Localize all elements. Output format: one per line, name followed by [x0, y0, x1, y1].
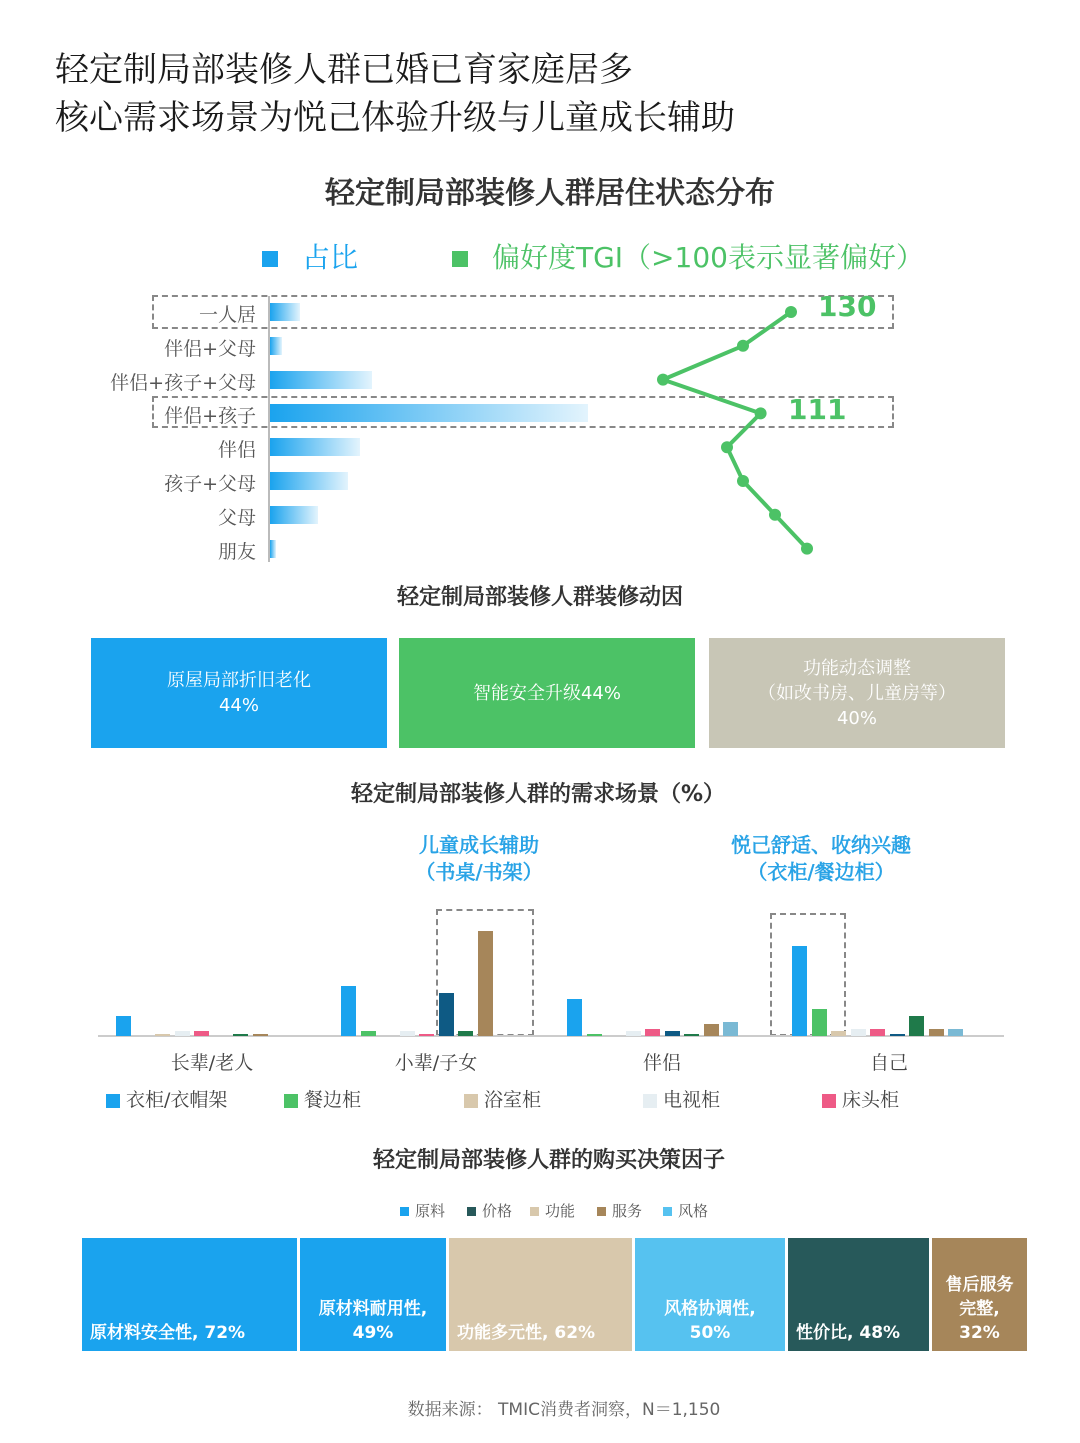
category-label: 一人居 [198, 304, 256, 326]
legend-share-label: 占比 [302, 241, 359, 274]
legend-sideboard-label: 餐边柜 [304, 1089, 362, 1111]
tgi-label-single: 130 [818, 290, 877, 323]
legend-sideboard-swatch [284, 1094, 298, 1108]
chart4-title: 轻定制局部装修人群的购买决策因子 [372, 1148, 726, 1173]
category-label: 孩子+父母 [164, 473, 256, 495]
tgi-label-couple-child: 111 [788, 393, 847, 426]
data-source: 数据来源： TMIC消费者洞察，N＝1,150 [407, 1400, 721, 1420]
legend4-function [530, 1200, 575, 1221]
tgi-point [657, 374, 669, 386]
factor-after-sales [932, 1238, 1027, 1351]
scenario-bar [626, 1031, 641, 1036]
scenario-bar [419, 1034, 434, 1036]
annotation-child-growth-line2: （书桌/书架） [415, 860, 543, 884]
scenario-bar [194, 1031, 209, 1036]
tgi-point [737, 340, 749, 352]
tgi-point [737, 475, 749, 487]
motive-aging-label: 原屋局部折旧老化 [167, 670, 311, 691]
legend-sideboard [284, 1085, 361, 1112]
annotation-self-comfort-line1: 悦己舒适、收纳兴趣 [731, 833, 911, 857]
scenario-bar [458, 1031, 473, 1036]
annotation-self-comfort-line2: （衣柜/餐边柜） [747, 860, 895, 884]
factor-value-label: 性价比, 48% [796, 1323, 901, 1343]
legend-wardrobe [106, 1085, 227, 1112]
legend4-price-swatch [467, 1207, 476, 1216]
scenario-bar [116, 1016, 131, 1036]
factor-material-safety-label: 原材料安全性, 72% [90, 1323, 246, 1343]
motive-box-smart [399, 638, 695, 748]
scenario-bar [233, 1034, 248, 1036]
legend4-service-swatch [597, 1207, 606, 1216]
category-label: 父母 [217, 506, 256, 529]
chart2-title: 轻定制局部装修人群装修动因 [396, 585, 684, 610]
factor-durability-value: 49% [352, 1323, 394, 1343]
motive-smart-label: 智能安全升级44% [472, 682, 621, 704]
legend-tv-swatch [643, 1094, 657, 1108]
factor-style-value: 50% [689, 1323, 731, 1343]
scenario-bar [812, 1009, 827, 1036]
scenario-bar [851, 1029, 866, 1036]
tgi-point [769, 509, 781, 521]
legend4-style [663, 1200, 708, 1221]
factor-material-safety [82, 1238, 297, 1351]
scenario-bar [155, 1034, 170, 1036]
legend4-service-label: 服务 [612, 1202, 643, 1220]
scenario-bar [361, 1031, 376, 1036]
scenario-bar [567, 999, 582, 1036]
factor-after-sales-value: 32% [959, 1323, 1000, 1343]
group-label-elders: 长辈/老人 [170, 1052, 254, 1074]
category-label: 伴侣+孩子 [164, 405, 256, 428]
motive-box-function [709, 638, 1005, 748]
legend-bathroom-label: 浴室柜 [484, 1089, 542, 1111]
motive-aging-value: 44% [218, 695, 259, 716]
scenario-bar [439, 993, 454, 1036]
scenario-bar [341, 986, 356, 1036]
legend-bedside-label: 床头柜 [842, 1089, 900, 1111]
tgi-polyline [663, 312, 807, 549]
scenario-bar [478, 931, 493, 1036]
motive-function-note: （如改书房、儿童房等） [758, 682, 956, 704]
scenario-bar [723, 1022, 738, 1036]
tgi-point [785, 306, 797, 318]
chart3-title: 轻定制局部装修人群的需求场景（%） [350, 782, 726, 807]
scenario-bar [645, 1029, 660, 1036]
highlight-wardrobe-sideboard [770, 913, 846, 1036]
legend-tv-label: 电视柜 [663, 1089, 721, 1111]
annotation-child-growth [415, 832, 542, 886]
chart1-tgi-line [0, 0, 1080, 600]
legend4-material [400, 1200, 445, 1221]
motive-function-value: 40% [836, 707, 877, 729]
scenario-bar [665, 1031, 680, 1036]
factor-style-label: 风格协调性, [664, 1299, 756, 1319]
factor-material-durability [300, 1238, 446, 1351]
scenario-bar [704, 1024, 719, 1036]
factor-style-harmony [635, 1238, 785, 1351]
legend-tgi-label: 偏好度TGI（>100表示显著偏好） [492, 241, 924, 274]
category-label: 伴侣 [217, 439, 256, 462]
legend4-material-swatch [400, 1207, 409, 1216]
scenario-bar [684, 1034, 699, 1036]
motive-function-label: 功能动态调整 [803, 657, 911, 679]
legend-bedside [822, 1085, 899, 1112]
factor-value-for-money [788, 1238, 929, 1351]
tgi-point [721, 441, 733, 453]
factor-durability-label: 原材料耐用性, [318, 1299, 428, 1319]
scenario-bar [587, 1034, 602, 1036]
factor-function-diversity [449, 1238, 632, 1351]
motive-box-aging [91, 638, 387, 748]
category-label: 伴侣+父母 [164, 337, 256, 360]
tgi-point [755, 407, 767, 419]
headline-line-1: 轻定制局部装修人群已婚已育家庭居多 [55, 50, 633, 90]
headline-line-2: 核心需求场景为悦己体验升级与儿童成长辅助 [55, 98, 735, 138]
legend-bathroom [464, 1085, 541, 1112]
scenario-bar [831, 1031, 846, 1036]
legend4-style-swatch [663, 1207, 672, 1216]
category-label: 朋友 [217, 540, 256, 563]
legend-wardrobe-label: 衣柜/衣帽架 [126, 1089, 228, 1111]
factor-function-label: 功能多元性, 62% [457, 1323, 596, 1343]
legend4-material-label: 原料 [415, 1202, 446, 1220]
scenario-bar [890, 1034, 905, 1036]
scenario-bar [929, 1029, 944, 1036]
group-label-children: 小辈/子女 [394, 1052, 478, 1074]
scenario-bar [400, 1031, 415, 1036]
legend4-service [597, 1200, 642, 1221]
chart1-title: 轻定制局部装修人群居住状态分布 [325, 176, 775, 211]
factor-after-sales-label2: 完整, [959, 1299, 1000, 1319]
legend4-style-label: 风格 [678, 1202, 709, 1220]
group-label-self: 自己 [869, 1052, 909, 1074]
group-label-partner: 伴侣 [642, 1052, 682, 1074]
tgi-points [657, 306, 813, 555]
scenario-bar [253, 1034, 268, 1036]
factor-after-sales-label: 售后服务 [945, 1275, 1014, 1295]
legend4-price [467, 1200, 512, 1221]
legend4-function-label: 功能 [545, 1202, 576, 1220]
scenario-bar [948, 1029, 963, 1036]
legend-bedside-swatch [822, 1094, 836, 1108]
legend-wardrobe-swatch [106, 1094, 120, 1108]
annotation-child-growth-line1: 儿童成长辅助 [419, 833, 539, 857]
legend4-price-label: 价格 [482, 1202, 513, 1220]
legend4-function-swatch [530, 1207, 539, 1216]
legend-bathroom-swatch [464, 1094, 478, 1108]
scenario-bar [792, 946, 807, 1036]
scenario-bar [175, 1031, 190, 1036]
legend-tv [643, 1085, 720, 1112]
tgi-point [801, 543, 813, 555]
scenario-bar [909, 1016, 924, 1036]
category-label: 伴侣+孩子+父母 [110, 371, 256, 394]
annotation-self-comfort [731, 832, 911, 886]
scenario-bar [870, 1029, 885, 1036]
